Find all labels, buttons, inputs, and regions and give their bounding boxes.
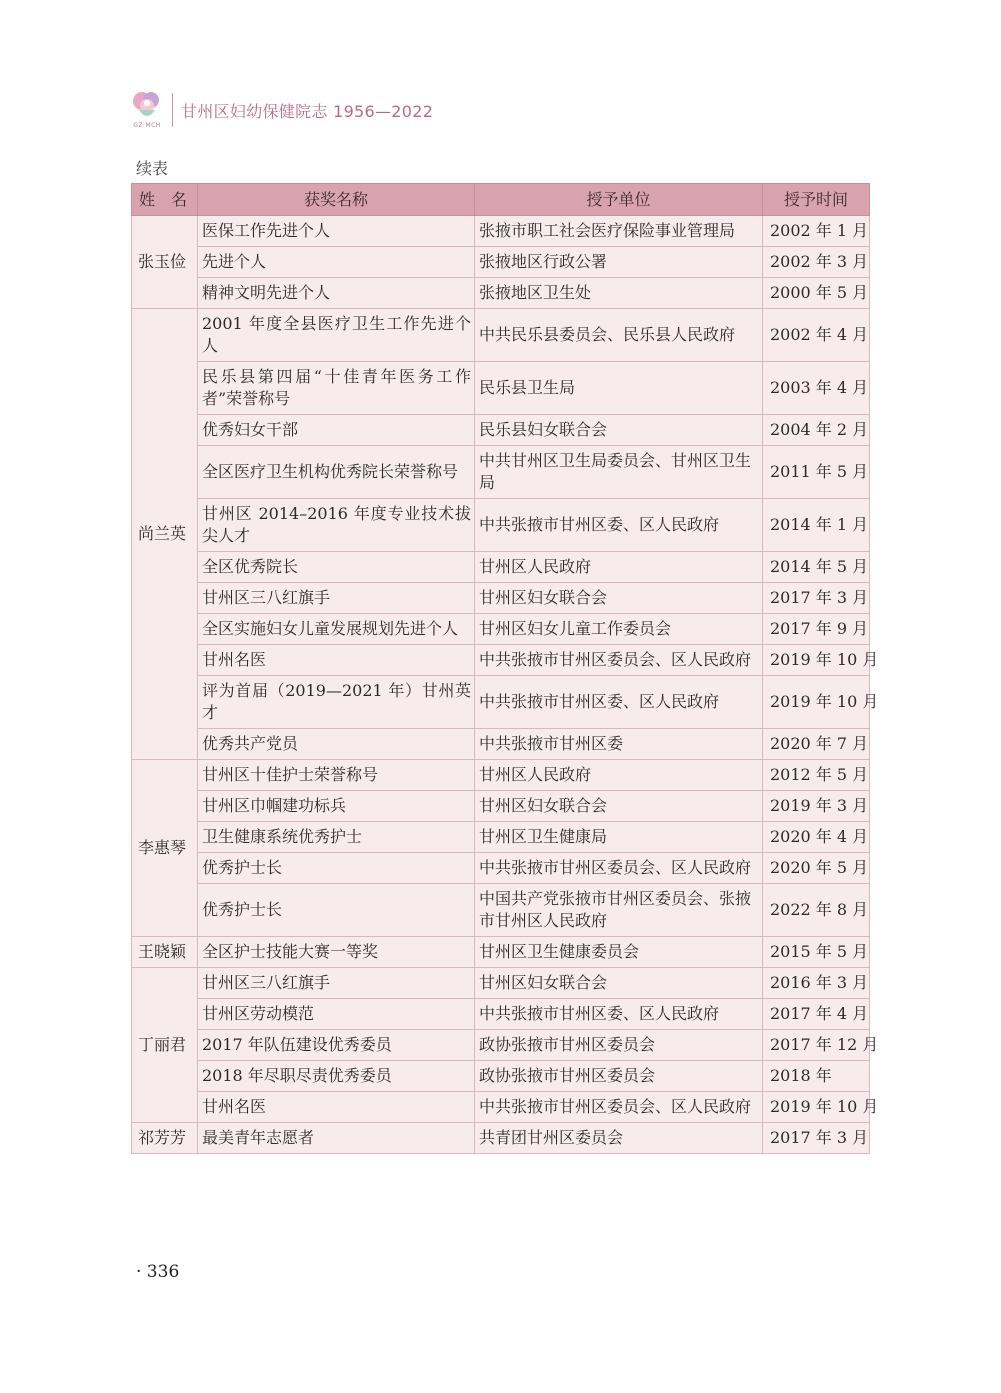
award-date-cell: 2003 年 4 月 (763, 362, 870, 415)
granting-org-cell: 张掖地区行政公署 (475, 247, 763, 278)
award-date-cell: 2019 年 10 月 (763, 1092, 870, 1123)
award-date-cell: 2018 年 (763, 1061, 870, 1092)
award-date-cell: 2020 年 5 月 (763, 853, 870, 884)
table-row (132, 309, 870, 362)
award-name-cell: 优秀护士长 (198, 884, 475, 937)
granting-org-cell: 甘州区妇女联合会 (475, 968, 763, 999)
table-row (132, 1123, 870, 1154)
award-date-cell: 2016 年 3 月 (763, 968, 870, 999)
table-row (132, 937, 870, 968)
award-date-cell: 2004 年 2 月 (763, 415, 870, 446)
table-row (132, 247, 870, 278)
award-date-cell: 2002 年 4 月 (763, 309, 870, 362)
table-row (132, 362, 870, 415)
table-row (132, 853, 870, 884)
table-row (132, 760, 870, 791)
award-name-cell: 2018 年尽职尽责优秀委员 (198, 1061, 475, 1092)
running-title: 甘州区妇幼保健院志 1956—2022 (181, 101, 434, 121)
award-name-cell: 评为首届（2019—2021 年）甘州英才 (198, 676, 475, 729)
granting-org-cell: 政协张掖市甘州区委员会 (475, 1030, 763, 1061)
table-row (132, 446, 870, 499)
award-name-cell: 全区优秀院长 (198, 552, 475, 583)
granting-org-cell: 甘州区人民政府 (475, 760, 763, 791)
table-row (132, 216, 870, 247)
granting-org-cell: 甘州区卫生健康局 (475, 822, 763, 853)
award-name-cell: 民乐县第四届“十佳青年医务工作者”荣誉称号 (198, 362, 475, 415)
granting-org-cell: 甘州区卫生健康委员会 (475, 937, 763, 968)
table-row (132, 1092, 870, 1123)
granting-org-cell: 中共甘州区卫生局委员会、甘州区卫生局 (475, 446, 763, 499)
award-date-cell: 2019 年 10 月 (763, 676, 870, 729)
award-date-cell: 2000 年 5 月 (763, 278, 870, 309)
page-header (130, 88, 433, 132)
table-row (132, 645, 870, 676)
award-date-cell: 2015 年 5 月 (763, 937, 870, 968)
award-name-cell: 甘州区三八红旗手 (198, 583, 475, 614)
recipient-name-cell: 祁芳芳 (132, 1123, 198, 1154)
award-date-cell: 2020 年 4 月 (763, 822, 870, 853)
header-date: 授予时间 (763, 184, 870, 216)
table-row (132, 614, 870, 645)
award-date-cell: 2017 年 12 月 (763, 1030, 870, 1061)
granting-org-cell: 中共张掖市甘州区委、区人民政府 (475, 499, 763, 552)
award-name-cell: 甘州区三八红旗手 (198, 968, 475, 999)
granting-org-cell: 中共民乐县委员会、民乐县人民政府 (475, 309, 763, 362)
granting-org-cell: 中共张掖市甘州区委、区人民政府 (475, 999, 763, 1030)
table-row (132, 552, 870, 583)
granting-org-cell: 政协张掖市甘州区委员会 (475, 1061, 763, 1092)
granting-org-cell: 中共张掖市甘州区委、区人民政府 (475, 676, 763, 729)
award-date-cell: 2014 年 1 月 (763, 499, 870, 552)
recipient-name-cell: 丁丽君 (132, 968, 198, 1123)
table-row (132, 583, 870, 614)
granting-org-cell: 甘州区妇女儿童工作委员会 (475, 614, 763, 645)
awards-table-body (132, 216, 879, 1154)
award-date-cell: 2020 年 7 月 (763, 729, 870, 760)
recipient-name-cell: 张玉俭 (132, 216, 198, 309)
table-row (132, 791, 870, 822)
award-name-cell: 医保工作先进个人 (198, 216, 475, 247)
award-date-cell: 2022 年 8 月 (763, 884, 870, 937)
award-name-cell: 精神文明先进个人 (198, 278, 475, 309)
hospital-logo (130, 88, 164, 132)
award-date-cell: 2017 年 3 月 (763, 583, 870, 614)
table-header-row (132, 184, 870, 216)
award-date-cell: 2017 年 9 月 (763, 614, 870, 645)
award-date-cell: 2012 年 5 月 (763, 760, 870, 791)
award-name-cell: 甘州区 2014–2016 年度专业技术拔尖人才 (198, 499, 475, 552)
granting-org-cell: 民乐县卫生局 (475, 362, 763, 415)
granting-org-cell: 中共张掖市甘州区委 (475, 729, 763, 760)
award-date-cell: 2002 年 1 月 (763, 216, 870, 247)
recipient-name-cell: 王晓颖 (132, 937, 198, 968)
granting-org-cell: 共青团甘州区委员会 (475, 1123, 763, 1154)
granting-org-cell: 张掖市职工社会医疗保险事业管理局 (475, 216, 763, 247)
award-date-cell: 2014 年 5 月 (763, 552, 870, 583)
award-name-cell: 甘州区巾帼建功标兵 (198, 791, 475, 822)
granting-org-cell: 中共张掖市甘州区委员会、区人民政府 (475, 1092, 763, 1123)
award-date-cell: 2002 年 3 月 (763, 247, 870, 278)
granting-org-cell: 中国共产党张掖市甘州区委员会、张掖市甘州区人民政府 (475, 884, 763, 937)
granting-org-cell: 中共张掖市甘州区委员会、区人民政府 (475, 853, 763, 884)
award-name-cell: 全区医疗卫生机构优秀院长荣誉称号 (198, 446, 475, 499)
continued-label: 续表 (136, 159, 169, 178)
award-name-cell: 优秀护士长 (198, 853, 475, 884)
award-name-cell: 甘州名医 (198, 1092, 475, 1123)
award-name-cell: 优秀妇女干部 (198, 415, 475, 446)
award-date-cell: 2017 年 4 月 (763, 999, 870, 1030)
table-row (132, 1030, 870, 1061)
logo-text: GZ·MCH (133, 122, 161, 129)
award-name-cell: 全区实施妇女儿童发展规划先进个人 (198, 614, 475, 645)
award-name-cell: 2001 年度全县医疗卫生工作先进个人 (198, 309, 475, 362)
award-name-cell: 优秀共产党员 (198, 729, 475, 760)
header-award: 获奖名称 (198, 184, 475, 216)
award-date-cell: 2017 年 3 月 (763, 1123, 870, 1154)
table-row (132, 968, 870, 999)
granting-org-cell: 甘州区人民政府 (475, 552, 763, 583)
granting-org-cell: 张掖地区卫生处 (475, 278, 763, 309)
table-row (132, 415, 870, 446)
awards-table (131, 183, 879, 1154)
table-row (132, 999, 870, 1030)
award-date-cell: 2019 年 3 月 (763, 791, 870, 822)
recipient-name-cell: 尚兰英 (132, 309, 198, 760)
header-org: 授予单位 (475, 184, 763, 216)
award-name-cell: 甘州区十佳护士荣誉称号 (198, 760, 475, 791)
granting-org-cell: 中共张掖市甘州区委员会、区人民政府 (475, 645, 763, 676)
granting-org-cell: 民乐县妇女联合会 (475, 415, 763, 446)
page-number: · 336 (136, 1262, 180, 1282)
table-row (132, 822, 870, 853)
award-name-cell: 甘州名医 (198, 645, 475, 676)
granting-org-cell: 甘州区妇女联合会 (475, 583, 763, 614)
award-name-cell: 2017 年队伍建设优秀委员 (198, 1030, 475, 1061)
header-name: 姓 名 (132, 184, 198, 216)
award-date-cell: 2019 年 10 月 (763, 645, 870, 676)
award-name-cell: 先进个人 (198, 247, 475, 278)
award-date-cell: 2011 年 5 月 (763, 446, 870, 499)
table-row (132, 676, 870, 729)
award-name-cell: 最美青年志愿者 (198, 1123, 475, 1154)
table-row (132, 499, 870, 552)
recipient-name-cell: 李惠琴 (132, 760, 198, 937)
heart-flower-icon (130, 88, 164, 122)
granting-org-cell: 甘州区妇女联合会 (475, 791, 763, 822)
table-row (132, 1061, 870, 1092)
award-name-cell: 甘州区劳动模范 (198, 999, 475, 1030)
award-name-cell: 卫生健康系统优秀护士 (198, 822, 475, 853)
table-row (132, 278, 870, 309)
award-name-cell: 全区护士技能大赛一等奖 (198, 937, 475, 968)
table-row (132, 729, 870, 760)
header-divider (172, 93, 173, 127)
table-row (132, 884, 870, 937)
